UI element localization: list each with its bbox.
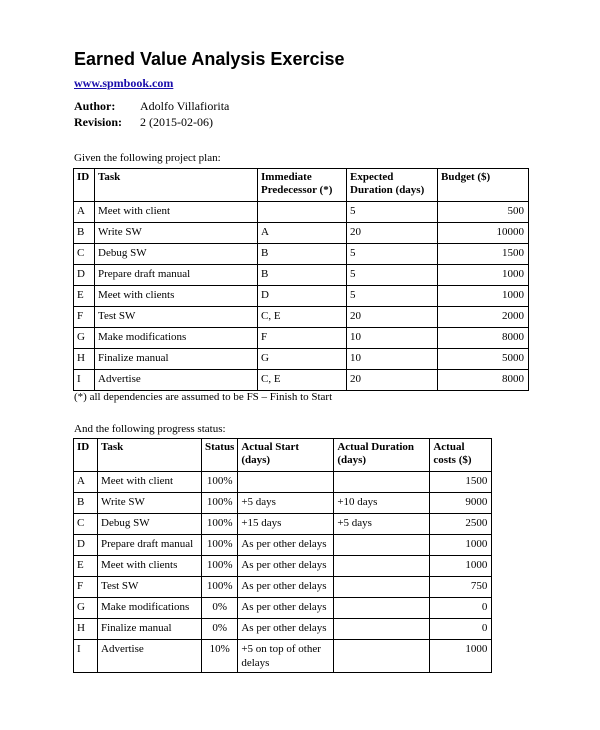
table-row bbox=[74, 598, 492, 619]
table-row bbox=[74, 535, 492, 556]
status-header-actual-costs: Actual costs ($) bbox=[430, 439, 492, 472]
table-row bbox=[74, 244, 529, 265]
table-cell: As per other delays bbox=[238, 619, 334, 640]
table-cell: +5 on top of other delays bbox=[238, 640, 334, 673]
table-cell: I bbox=[74, 370, 95, 391]
table-cell bbox=[334, 619, 430, 640]
table-row bbox=[74, 640, 492, 673]
author-value: Adolfo Villafiorita bbox=[140, 99, 230, 113]
table-cell: 8000 bbox=[438, 370, 529, 391]
table-cell: 5 bbox=[347, 202, 438, 223]
table-cell bbox=[334, 535, 430, 556]
table-cell: 100% bbox=[202, 493, 238, 514]
table-row bbox=[74, 556, 492, 577]
table-row bbox=[74, 223, 529, 244]
table-cell: F bbox=[258, 328, 347, 349]
table-cell: 0 bbox=[430, 598, 492, 619]
table-cell: B bbox=[258, 244, 347, 265]
table-cell: B bbox=[74, 223, 95, 244]
table-cell: H bbox=[74, 619, 98, 640]
table-cell: Make modifications bbox=[95, 328, 258, 349]
table-cell: 100% bbox=[202, 514, 238, 535]
table-cell: Test SW bbox=[95, 307, 258, 328]
table-cell bbox=[334, 640, 430, 673]
table-cell: B bbox=[258, 265, 347, 286]
table-cell: 1000 bbox=[430, 556, 492, 577]
table-cell bbox=[334, 577, 430, 598]
table-row bbox=[74, 514, 492, 535]
status-intro: And the following progress status: bbox=[74, 423, 226, 435]
table-cell: Prepare draft manual bbox=[95, 265, 258, 286]
table-row bbox=[74, 493, 492, 514]
table-cell: +5 days bbox=[238, 493, 334, 514]
table-cell: 0 bbox=[430, 619, 492, 640]
table-cell: C bbox=[74, 514, 98, 535]
progress-status-table bbox=[73, 438, 492, 673]
table-row bbox=[74, 619, 492, 640]
table-cell: 9000 bbox=[430, 493, 492, 514]
table-cell: 0% bbox=[202, 598, 238, 619]
table-cell: 20 bbox=[347, 370, 438, 391]
table-cell: A bbox=[74, 202, 95, 223]
table-cell: Prepare draft manual bbox=[98, 535, 202, 556]
table-cell bbox=[238, 472, 334, 493]
author-label: Author: bbox=[74, 99, 116, 113]
table-cell: Write SW bbox=[95, 223, 258, 244]
table-cell: 10000 bbox=[438, 223, 529, 244]
table-cell: Debug SW bbox=[95, 244, 258, 265]
table-cell: H bbox=[74, 349, 95, 370]
table-cell: C, E bbox=[258, 370, 347, 391]
dependency-note: (*) all dependencies are assumed to be FS – Finish to Start bbox=[74, 391, 333, 403]
table-cell: Finalize manual bbox=[98, 619, 202, 640]
status-header-status: Status bbox=[202, 439, 238, 472]
table-cell: 5 bbox=[347, 265, 438, 286]
table-row bbox=[74, 472, 492, 493]
table-cell: 2000 bbox=[438, 307, 529, 328]
table-cell: 20 bbox=[347, 223, 438, 244]
table-cell: 500 bbox=[438, 202, 529, 223]
table-cell: E bbox=[74, 286, 95, 307]
author-line bbox=[74, 99, 229, 114]
table-row bbox=[74, 349, 529, 370]
revision-line bbox=[74, 115, 213, 130]
table-row bbox=[74, 202, 529, 223]
table-cell: Meet with client bbox=[98, 472, 202, 493]
table-cell: 100% bbox=[202, 577, 238, 598]
table-cell: Advertise bbox=[95, 370, 258, 391]
table-cell: F bbox=[74, 577, 98, 598]
table-cell: 2500 bbox=[430, 514, 492, 535]
table-cell: As per other delays bbox=[238, 556, 334, 577]
plan-header-id: ID bbox=[74, 169, 95, 202]
table-row bbox=[74, 265, 529, 286]
plan-intro: Given the following project plan: bbox=[74, 152, 221, 164]
status-header-actual-start: Actual Start (days) bbox=[238, 439, 334, 472]
table-row bbox=[74, 328, 529, 349]
table-cell: Debug SW bbox=[98, 514, 202, 535]
table-cell: B bbox=[74, 493, 98, 514]
table-cell: G bbox=[74, 328, 95, 349]
project-plan-table bbox=[73, 168, 529, 391]
table-cell: F bbox=[74, 307, 95, 328]
table-cell: 1500 bbox=[430, 472, 492, 493]
plan-header-task: Task bbox=[95, 169, 258, 202]
revision-label: Revision: bbox=[74, 115, 122, 129]
plan-header-duration: Expected Duration (days) bbox=[347, 169, 438, 202]
table-cell bbox=[334, 556, 430, 577]
plan-header-budget: Budget ($) bbox=[438, 169, 529, 202]
website-link[interactable]: www.spmbook.com bbox=[74, 76, 174, 90]
table-cell bbox=[258, 202, 347, 223]
table-row bbox=[74, 286, 529, 307]
table-cell: 8000 bbox=[438, 328, 529, 349]
status-header-id: ID bbox=[74, 439, 98, 472]
table-cell: A bbox=[74, 472, 98, 493]
plan-header-predecessor: Immediate Predecessor (*) bbox=[258, 169, 347, 202]
table-cell: 1000 bbox=[438, 265, 529, 286]
table-cell: 0% bbox=[202, 619, 238, 640]
table-row bbox=[74, 577, 492, 598]
table-cell: 10% bbox=[202, 640, 238, 673]
table-row bbox=[74, 307, 529, 328]
table-cell: +10 days bbox=[334, 493, 430, 514]
table-cell: Make modifications bbox=[98, 598, 202, 619]
table-cell: E bbox=[74, 556, 98, 577]
table-cell: C, E bbox=[258, 307, 347, 328]
table-cell: 10 bbox=[347, 349, 438, 370]
table-cell: 1500 bbox=[438, 244, 529, 265]
table-cell: Write SW bbox=[98, 493, 202, 514]
table-row bbox=[74, 370, 529, 391]
table-cell: 1000 bbox=[438, 286, 529, 307]
status-header-actual-duration: Actual Duration (days) bbox=[334, 439, 430, 472]
table-cell: 10 bbox=[347, 328, 438, 349]
table-cell: D bbox=[258, 286, 347, 307]
table-cell: 750 bbox=[430, 577, 492, 598]
status-header-row bbox=[74, 439, 492, 472]
table-cell: 100% bbox=[202, 556, 238, 577]
table-cell: Finalize manual bbox=[95, 349, 258, 370]
table-cell: 5 bbox=[347, 286, 438, 307]
table-cell: D bbox=[74, 535, 98, 556]
table-cell: 5 bbox=[347, 244, 438, 265]
table-cell: As per other delays bbox=[238, 598, 334, 619]
table-cell bbox=[334, 472, 430, 493]
table-cell: As per other delays bbox=[238, 535, 334, 556]
table-cell: 20 bbox=[347, 307, 438, 328]
table-cell: Meet with client bbox=[95, 202, 258, 223]
table-cell: Meet with clients bbox=[95, 286, 258, 307]
table-cell: +15 days bbox=[238, 514, 334, 535]
table-cell: Meet with clients bbox=[98, 556, 202, 577]
table-cell: G bbox=[74, 598, 98, 619]
document-title: Earned Value Analysis Exercise bbox=[74, 49, 345, 69]
table-cell: 5000 bbox=[438, 349, 529, 370]
table-cell: D bbox=[74, 265, 95, 286]
table-cell: 100% bbox=[202, 472, 238, 493]
table-cell: C bbox=[74, 244, 95, 265]
table-cell: I bbox=[74, 640, 98, 673]
table-cell: G bbox=[258, 349, 347, 370]
table-cell: 100% bbox=[202, 535, 238, 556]
table-cell: Advertise bbox=[98, 640, 202, 673]
status-header-task: Task bbox=[98, 439, 202, 472]
table-cell: +5 days bbox=[334, 514, 430, 535]
table-cell: 1000 bbox=[430, 640, 492, 673]
plan-header-row bbox=[74, 169, 529, 202]
table-cell: Test SW bbox=[98, 577, 202, 598]
table-cell: As per other delays bbox=[238, 577, 334, 598]
table-cell bbox=[334, 598, 430, 619]
table-cell: 1000 bbox=[430, 535, 492, 556]
revision-value: 2 (2015-02-06) bbox=[140, 115, 213, 129]
table-cell: A bbox=[258, 223, 347, 244]
